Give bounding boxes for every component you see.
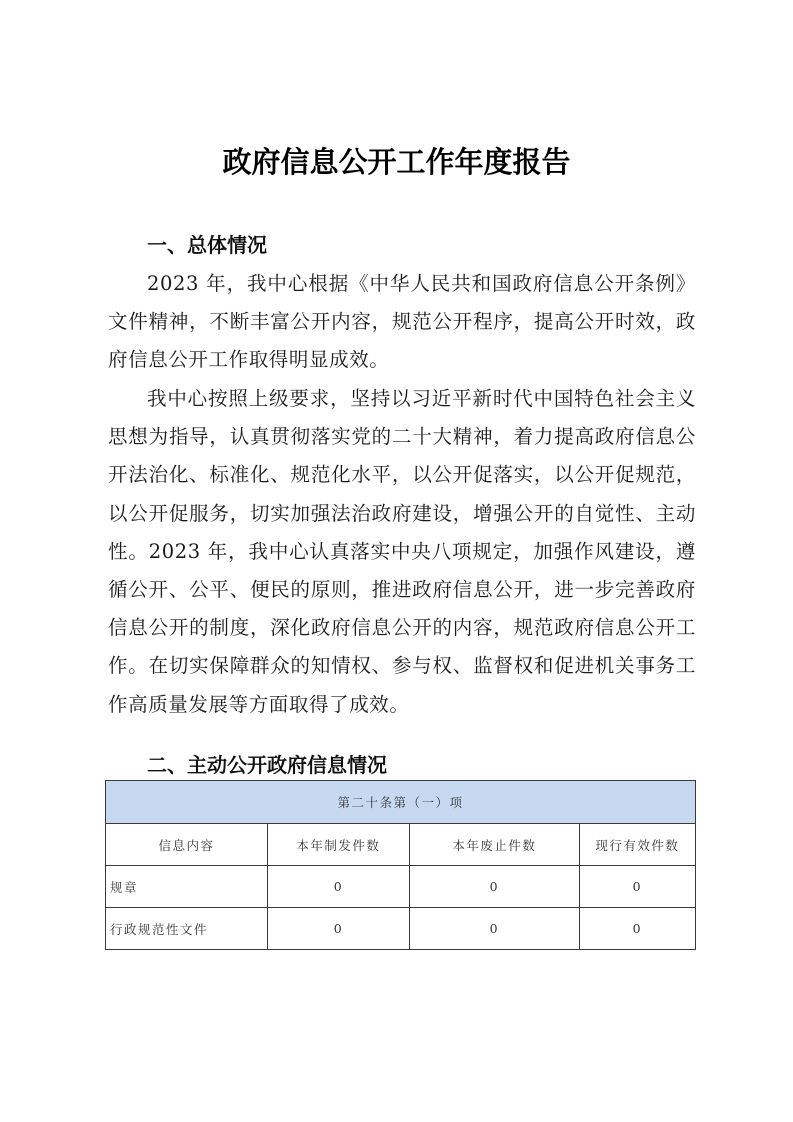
page-title: 政府信息公开工作年度报告 [222, 145, 571, 179]
table-cell: 0 [409, 866, 579, 908]
table-caption-row [106, 781, 696, 824]
disclosure-table [105, 780, 696, 950]
section-heading-proactive-disclosure: 二、主动公开政府信息情况 [147, 753, 387, 777]
table-cell: 0 [267, 908, 409, 950]
table-caption: 第二十条第（一）项 [106, 781, 696, 824]
column-header: 本年制发件数 [267, 824, 409, 866]
section-heading-overview: 一、总体情况 [147, 233, 267, 257]
overview-paragraph-1: 2023 年，我中心根据《中华人民共和国政府信息公开条例》文件精神，不断丰富公开内容，规范公开程序，提高公开时效，政府信息公开工作取得明显成效。 [108, 272, 696, 372]
row-label: 规章 [106, 866, 268, 908]
column-header: 本年废止件数 [409, 824, 579, 866]
table-cell: 0 [267, 866, 409, 908]
table-row [106, 908, 696, 950]
row-label: 行政规范性文件 [106, 908, 268, 950]
table-row [106, 866, 696, 908]
column-header: 现行有效件数 [579, 824, 695, 866]
table-cell: 0 [579, 866, 695, 908]
overview-paragraph-2: 我中心按照上级要求，坚持以习近平新时代中国特色社会主义思想为指导，认真贯彻落实党的二十大精神，着力提高政府信息公开法治化、标准化、规范化水平，以公开促落实，以公开促规范，以公开促服务，切实加强法治政府建设，增强公开的自觉性、主动性。2023 年，我中心认真落实中央八项规定，加强作风建设，遵循公开、公平、便民的原则，推进政府信息公开，进一步完善政府信息公开的制度，深化政府信息公开的内容，规范政府信息公开工作。在切实保障群众的知情权、参与权、监督权和促进机关事务工作高质量发展等方面取得了成效。 [108, 387, 696, 716]
column-header: 信息内容 [106, 824, 268, 866]
table-cell: 0 [409, 908, 579, 950]
table-cell: 0 [579, 908, 695, 950]
table-header-row [106, 824, 696, 866]
